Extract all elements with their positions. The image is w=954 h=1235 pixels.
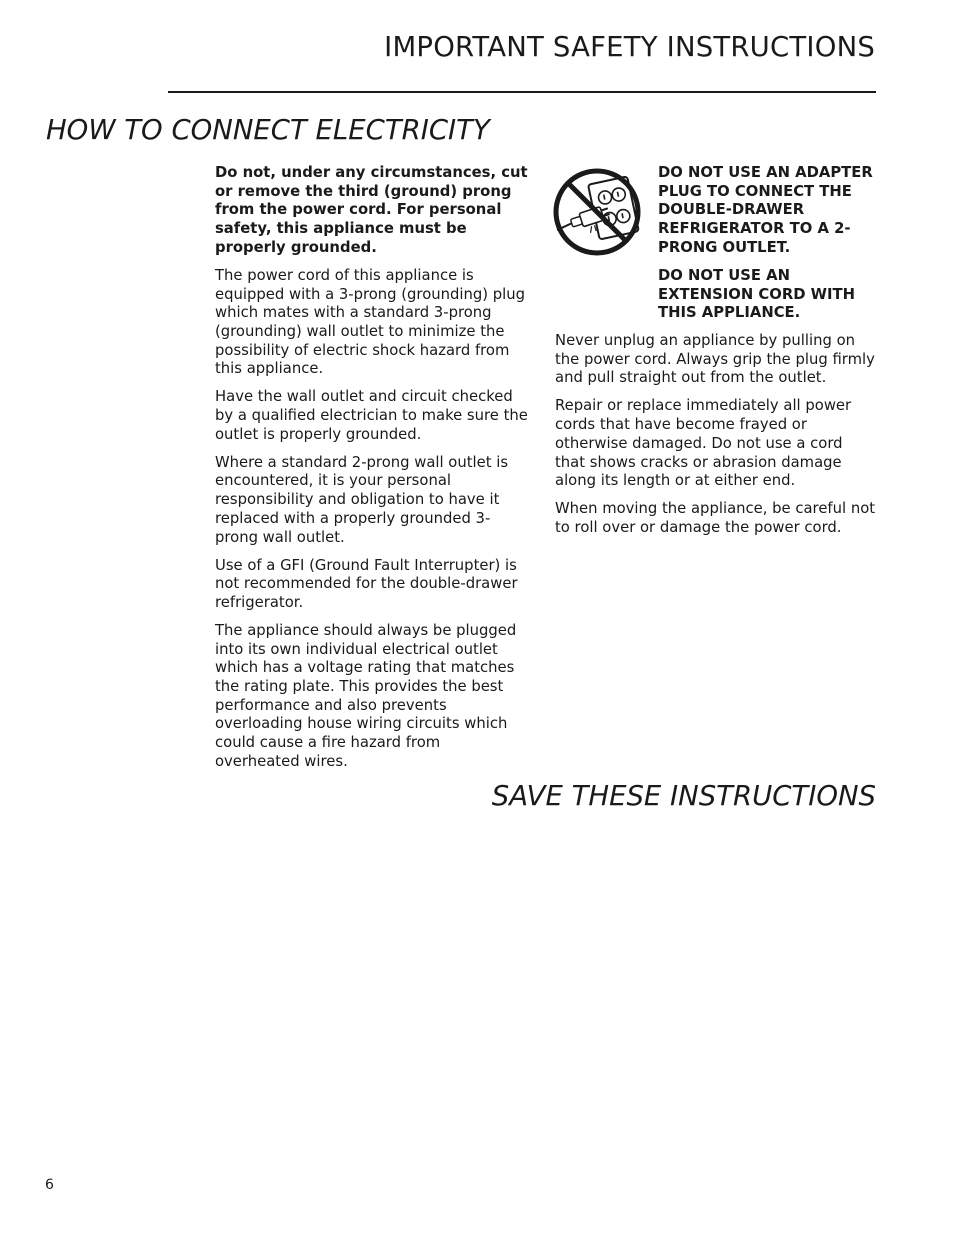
header-divider [168,91,876,93]
paragraph-unplug: Never unplug an appliance by pulling on the power cord. Always grip the plug firmly and pull straight out from the outlet. [555,332,875,387]
adapter-plug-warning: DO NOT USE AN ADAPTER PLUG TO CONNECT THE DOUBLE-DRAWER REFRIGERATOR TO A 2-PRONG OUTLET. [658,164,873,256]
paragraph-moving-appliance: When moving the appliance, be careful not to roll over or damage the power cord. [555,500,876,536]
paragraph-gfi: Use of a GFI (Ground Fault Interrupter) is not recommended for the double-drawer refrigerator. [215,556,518,611]
right-column [555,332,877,547]
left-column [215,164,529,781]
extension-cord-warning: DO NOT USE AN EXTENSION CORD WITH THIS APPLIANCE. [658,266,855,322]
paragraph-two-prong-outlet: Where a standard 2-prong wall outlet is encountered, it is your personal responsibility and obligation to have it replaced with a properly grounded 3-prong wall outlet. [215,453,509,546]
section-title: HOW TO CONNECT ELECTRICITY [46,114,490,146]
ground-prong-warning: Do not, under any circumstances, cut or remove the third (ground) prong from the power cord. For personal safety, this appliance must be properly grounded. [215,164,528,256]
paragraph-repair-cords: Repair or replace immediately all power cords that have become frayed or otherwise damaged. Do not use a cord that shows cracks or abrasion damage along its length or at either end. [555,397,852,490]
page-number: 6 [45,1177,54,1193]
no-adapter-plug-icon [551,166,643,258]
page-header-title: IMPORTANT SAFETY INSTRUCTIONS [384,31,875,63]
paragraph-power-cord: The power cord of this appliance is equipped with a 3-prong (grounding) plug which mates with a standard 3-prong (grounding) wall outlet to minimize the possibility of electric shock hazard from this appliance. [215,266,526,378]
paragraph-outlet-check: Have the wall outlet and circuit checked by a qualified electrician to make sure the outlet is properly grounded. [215,388,528,443]
paragraph-individual-outlet: The appliance should always be plugged into its own individual electrical outlet which has a voltage rating that matches the rating plate. This provides the best performance and also prevents overloading house wiring circuits which could cause a fire hazard from overheated wires. [215,621,517,770]
adapter-warnings [658,164,880,332]
save-instructions-title: SAVE THESE INSTRUCTIONS [491,780,876,812]
